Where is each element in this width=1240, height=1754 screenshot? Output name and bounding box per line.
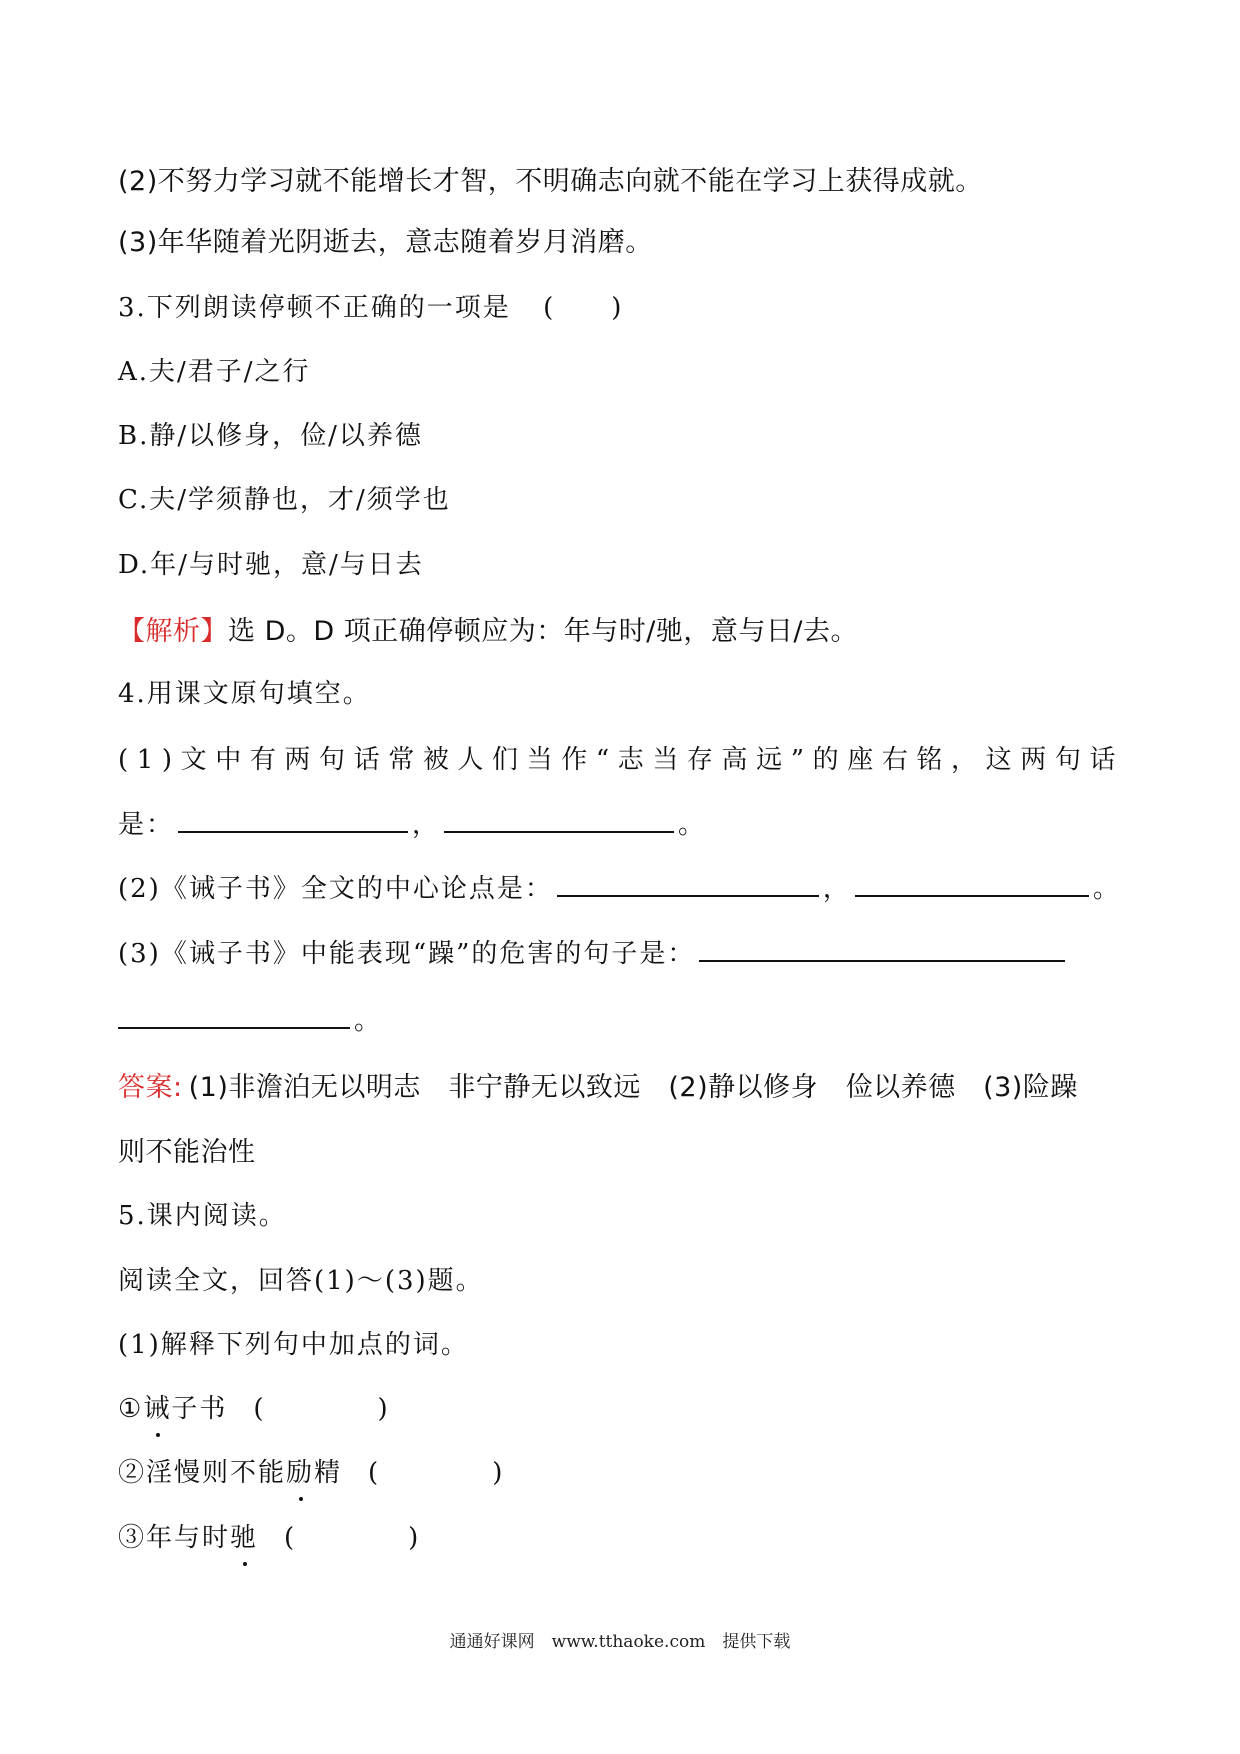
answer-paren: ( ) — [253, 1394, 390, 1424]
analysis-text: 选 D。D 项正确停顿应为：年与时/驰，意与日/去。 — [228, 616, 858, 647]
word-item-1 — [118, 1389, 390, 1429]
footer-source: 通通好课网 www.tthaoke.com 提供下载 — [449, 1632, 791, 1652]
dotted-word: 诫 — [143, 1389, 171, 1429]
question-4-2-text: (2)《诫子书》全文的中心论点是： — [118, 874, 553, 904]
translation-line-2: (2)不努力学习就不能增长才智，不明确志向就不能在学习上获得成就。 — [118, 166, 983, 197]
fill-blank[interactable] — [178, 805, 408, 833]
item-text: 精 — [314, 1458, 343, 1488]
question-5-intro: 阅读全文，回答(1)～(3)题。 — [118, 1266, 484, 1296]
analysis-label: 【解析】 — [118, 616, 228, 647]
answer-paren: ( ) — [368, 1458, 505, 1488]
item-text: ②淫慢则不能 — [118, 1458, 287, 1488]
answer-cont: 则不能治性 — [118, 1137, 256, 1168]
item-text: 子书 — [171, 1394, 228, 1424]
option-d: D.年/与时驰，意/与日去 — [118, 550, 424, 580]
option-a: A.夫/君子/之行 — [118, 357, 311, 387]
question-4-3 — [118, 934, 1069, 974]
answer — [118, 1068, 1078, 1108]
prefix: 是： — [118, 810, 175, 840]
analysis — [118, 612, 858, 652]
question-4-1-blanks — [118, 805, 706, 845]
question-3 — [118, 288, 623, 328]
word-item-2 — [118, 1453, 504, 1493]
word-item-3 — [118, 1518, 420, 1558]
option-b: B.静/以修身，俭/以养德 — [118, 421, 423, 451]
fill-blank[interactable] — [118, 1001, 350, 1029]
question-4: 4.用课文原句填空。 — [118, 679, 371, 709]
fill-blank[interactable] — [557, 869, 819, 897]
period: 。 — [1092, 874, 1121, 904]
item-number: ① — [118, 1394, 144, 1424]
item-text: ③年与时 — [118, 1523, 231, 1553]
question-4-3-cont — [118, 1001, 382, 1041]
answer-paren: ( ) — [543, 293, 624, 323]
period: 。 — [678, 810, 707, 840]
fill-blank[interactable] — [444, 805, 674, 833]
question-4-2 — [118, 869, 1121, 909]
translation-line-3: (3)年华随着光阴逝去，意志随着岁月消磨。 — [118, 227, 653, 258]
question-4-1: (1)文中有两句话常被人们当作“志当存高远”的座右铭，这两句话 — [118, 745, 1125, 775]
question-4-3-text: (3)《诫子书》中能表现“躁”的危害的句子是： — [118, 939, 696, 969]
comma: ， — [822, 874, 851, 904]
dotted-word: 励 — [286, 1453, 314, 1493]
answer-label: 答案: — [118, 1072, 183, 1103]
answer-text: (1)非澹泊无以明志 非宁静无以致远 (2)静以修身 俭以养德 (3)险躁 — [188, 1072, 1078, 1103]
question-3-text: 3.下列朗读停顿不正确的一项是 — [118, 293, 511, 323]
answer-paren: ( ) — [284, 1523, 421, 1553]
fill-blank[interactable] — [699, 934, 1065, 962]
question-5: 5.课内阅读。 — [118, 1201, 287, 1231]
comma: ， — [412, 810, 441, 840]
dotted-word: 驰 — [230, 1518, 258, 1558]
fill-blank[interactable] — [855, 869, 1089, 897]
question-5-1: (1)解释下列句中加点的词。 — [118, 1330, 469, 1360]
period: 。 — [354, 1006, 383, 1036]
option-c: C.夫/学须静也，才/须学也 — [118, 485, 451, 515]
